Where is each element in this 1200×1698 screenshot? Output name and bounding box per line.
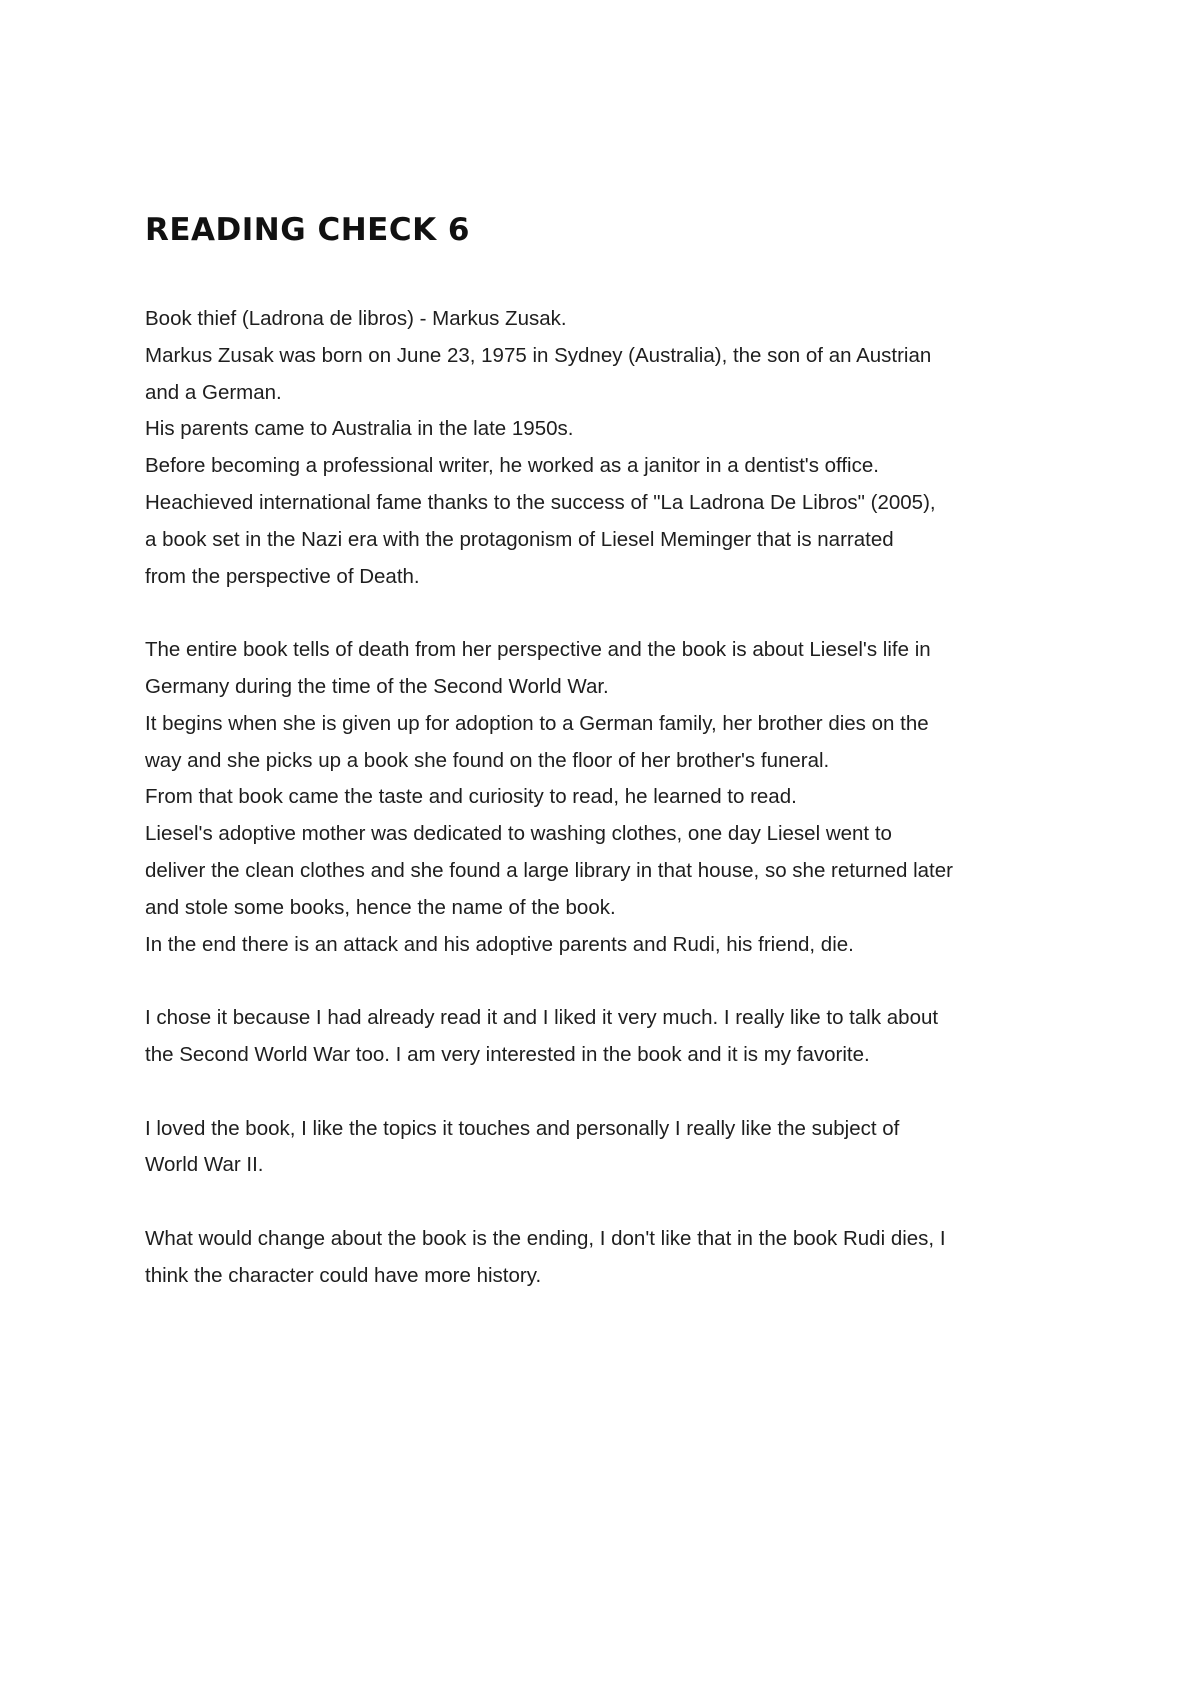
text-line: think the character could have more history. [145, 1263, 542, 1287]
text-line: His parents came to Australia in the late 1950s. [145, 417, 574, 441]
document-title: READING CHECK 6 [145, 212, 470, 248]
paragraph-change [145, 1221, 1085, 1295]
text-line: from the perspective of Death. [145, 564, 420, 588]
text-line: and a German. [145, 380, 282, 404]
text-line: Germany during the time of the Second World War. [145, 674, 609, 698]
text-line: I chose it because I had already read it and I liked it very much. I really like to talk about [145, 1006, 939, 1030]
text-line: a book set in the Nazi era with the protagonism of Liesel Meminger that is narrated [145, 527, 894, 551]
text-line: The entire book tells of death from her perspective and the book is about Liesel's life in [145, 638, 931, 662]
text-line: Markus Zusak was born on June 23, 1975 in Sydney (Australia), the son of an Austrian [145, 343, 932, 367]
text-line: In the end there is an attack and his adoptive parents and Rudi, his friend, die. [145, 932, 854, 956]
text-line: I loved the book, I like the topics it touches and personally I really like the subject of [145, 1116, 900, 1140]
text-line: Liesel's adoptive mother was dedicated to washing clothes, one day Liesel went to [145, 822, 892, 846]
text-line: Heachieved international fame thanks to the success of "La Ladrona De Libros" (2005), [145, 490, 936, 514]
text-line: What would change about the book is the ending, I don't like that in the book Rudi dies, I [145, 1226, 946, 1250]
paragraph-summary [145, 632, 1085, 963]
text-line: From that book came the taste and curiosity to read, he learned to read. [145, 785, 797, 809]
text-line: the Second World War too. I am very interested in the book and it is my favorite. [145, 1042, 870, 1066]
paragraph-author-bio [145, 301, 1085, 595]
text-line: and stole some books, hence the name of the book. [145, 895, 616, 919]
text-line: World War II. [145, 1153, 264, 1177]
paragraph-reason [145, 1000, 1085, 1074]
text-line: deliver the clean clothes and she found a large library in that house, so she returned later [145, 858, 953, 882]
document-body [145, 301, 1085, 1331]
text-line: way and she picks up a book she found on the floor of her brother's funeral. [145, 748, 830, 772]
text-line: It begins when she is given up for adoption to a German family, her brother dies on the [145, 711, 929, 735]
text-line: Before becoming a professional writer, he worked as a janitor in a dentist's office. [145, 454, 879, 478]
paragraph-opinion [145, 1111, 1085, 1185]
text-line: Book thief (Ladrona de libros) - Markus Zusak. [145, 307, 567, 330]
